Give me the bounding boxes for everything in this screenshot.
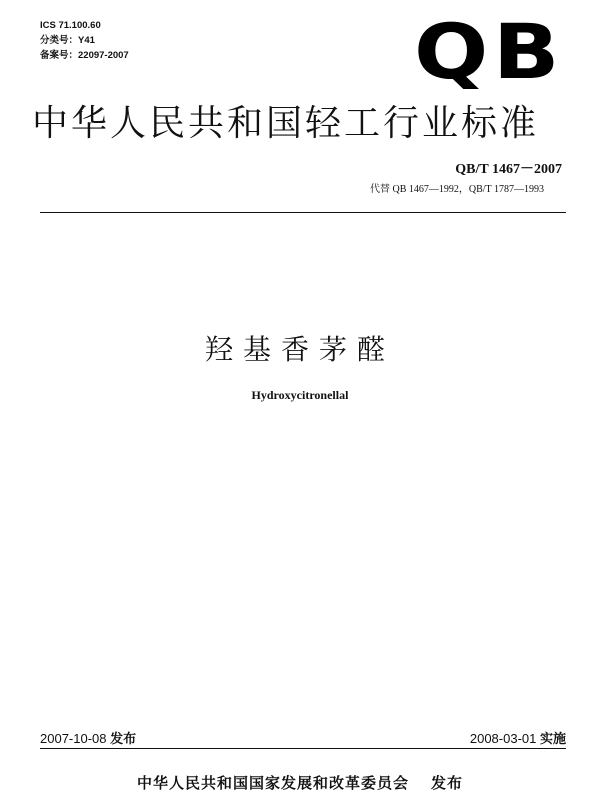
publisher-name: 中华人民共和国国家发展和改革委员会: [136, 774, 409, 792]
publisher-action: 发布: [431, 774, 464, 792]
publisher-block: [0, 772, 600, 793]
standard-replaces: 代替 QB 1467—1992，QB/T 1787—1993: [370, 184, 544, 195]
document-title-english: Hydroxycitronellal: [251, 388, 349, 402]
issue-date-block: [40, 728, 136, 747]
qb-logo: QB: [414, 7, 565, 96]
implementation-date-block: [470, 728, 566, 747]
implementation-date: 2008-03-01: [469, 731, 537, 746]
standard-code: QB/T 1467－2007: [455, 162, 562, 177]
issue-label: 发布: [110, 731, 137, 746]
header-divider: [40, 212, 566, 213]
document-meta: [40, 18, 129, 63]
org-title: 中华人民共和国轻工行业标准: [32, 103, 540, 144]
footer-divider: [40, 748, 566, 749]
document-title-chinese: 羟基香茅醛: [204, 333, 395, 366]
category-code: 分类号：Y41: [40, 35, 95, 46]
filing-number: 备案号：22097-2007: [40, 50, 129, 61]
implementation-label: 实施: [539, 731, 566, 746]
issue-date: 2007-10-08: [40, 731, 107, 746]
ics-code: ICS 71.100.60: [40, 20, 101, 31]
